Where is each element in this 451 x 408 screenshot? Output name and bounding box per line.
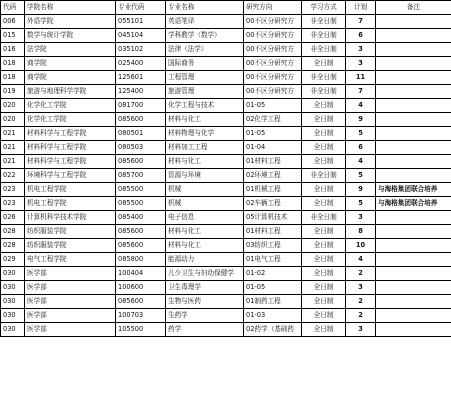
cell-direction: 01-04: [244, 141, 302, 155]
cell-plan: 5: [346, 197, 376, 211]
table-row: [1, 253, 451, 267]
cell-major: 儿少卫生与妇幼保健学: [166, 267, 244, 281]
cell-major-code: 085400: [116, 211, 166, 225]
cell-direction: 01-05: [244, 99, 302, 113]
cell-major-code: 100404: [116, 267, 166, 281]
cell-direction: 00不区分研究方: [244, 85, 302, 99]
cell-code: 023: [1, 183, 25, 197]
cell-school: 材料科学与工程学院: [25, 141, 116, 155]
cell-school: 材料科学与工程学院: [25, 127, 116, 141]
cell-major-code: 055101: [116, 15, 166, 29]
cell-mode: 全日制: [302, 253, 346, 267]
cell-code: 020: [1, 113, 25, 127]
cell-major-code: 080501: [116, 127, 166, 141]
cell-plan: 7: [346, 85, 376, 99]
cell-major: 国际商务: [166, 57, 244, 71]
cell-major: 卫生毒理学: [166, 281, 244, 295]
cell-mode: 全日制: [302, 197, 346, 211]
cell-plan: 7: [346, 15, 376, 29]
note-text: 与海格集团联合培养: [378, 185, 438, 193]
header-note: 备注: [376, 1, 451, 15]
cell-plan: 4: [346, 253, 376, 267]
cell-major: 学科教学（数学）: [166, 29, 244, 43]
cell-mode: 全日制: [302, 295, 346, 309]
cell-code: 020: [1, 99, 25, 113]
header-code: 代码: [1, 1, 25, 15]
cell-school: 环境科学与工程学院: [25, 169, 116, 183]
cell-school: 纺织服装学院: [25, 225, 116, 239]
cell-mode: 全日制: [302, 99, 346, 113]
cell-code: 029: [1, 253, 25, 267]
cell-plan: 3: [346, 281, 376, 295]
cell-major: 材料与化工: [166, 155, 244, 169]
cell-note: [376, 197, 451, 211]
cell-direction: 01机械工程: [244, 183, 302, 197]
cell-code: 030: [1, 267, 25, 281]
cell-plan: 11: [346, 71, 376, 85]
note-text: 与海格集团联合培养: [378, 199, 438, 207]
cell-major: 法律（法学）: [166, 43, 244, 57]
table-row: [1, 113, 451, 127]
cell-note: [376, 239, 451, 253]
cell-note: [376, 183, 451, 197]
cell-code: 016: [1, 43, 25, 57]
cell-major-code: 025400: [116, 57, 166, 71]
cell-major: 材料与化工: [166, 225, 244, 239]
cell-note: [376, 57, 451, 71]
cell-code: 022: [1, 169, 25, 183]
cell-plan: 6: [346, 29, 376, 43]
cell-direction: 01制药工程: [244, 295, 302, 309]
cell-direction: 00不区分研究方: [244, 43, 302, 57]
cell-major-code: 100600: [116, 281, 166, 295]
cell-plan: 5: [346, 169, 376, 183]
cell-code: 030: [1, 323, 25, 337]
header-school: 学院名称: [25, 1, 116, 15]
cell-mode: 全日制: [302, 155, 346, 169]
cell-plan: 3: [346, 57, 376, 71]
cell-direction: 01-05: [244, 127, 302, 141]
cell-plan: 10: [346, 239, 376, 253]
cell-major-code: 085500: [116, 183, 166, 197]
cell-mode: 全日制: [302, 57, 346, 71]
cell-school: 材料科学与工程学院: [25, 155, 116, 169]
cell-plan: 9: [346, 183, 376, 197]
cell-mode: 全日制: [302, 309, 346, 323]
cell-major: 药学: [166, 323, 244, 337]
cell-note: [376, 155, 451, 169]
cell-code: 030: [1, 309, 25, 323]
cell-major-code: 085700: [116, 169, 166, 183]
table-row: [1, 183, 451, 197]
cell-major-code: 085600: [116, 295, 166, 309]
cell-direction: 01-03: [244, 309, 302, 323]
cell-school: 机电工程学院: [25, 197, 116, 211]
cell-major: 能源动力: [166, 253, 244, 267]
cell-plan: 6: [346, 141, 376, 155]
cell-major-code: 125601: [116, 71, 166, 85]
cell-direction: 00不区分研究方: [244, 15, 302, 29]
cell-direction: 00不区分研究方: [244, 71, 302, 85]
table-row: [1, 85, 451, 99]
cell-mode: 全日制: [302, 127, 346, 141]
header-row: [1, 1, 451, 15]
table-row: [1, 295, 451, 309]
cell-direction: 00不区分研究方: [244, 57, 302, 71]
cell-plan: 9: [346, 113, 376, 127]
cell-major-code: 085600: [116, 113, 166, 127]
cell-mode: 非全日制: [302, 169, 346, 183]
cell-direction: 01电气工程: [244, 253, 302, 267]
cell-mode: 非全日制: [302, 29, 346, 43]
table-row: [1, 267, 451, 281]
table-row: [1, 15, 451, 29]
table-row: [1, 57, 451, 71]
table-row: [1, 239, 451, 253]
table-row: [1, 155, 451, 169]
cell-school: 化学化工学院: [25, 113, 116, 127]
cell-mode: 全日制: [302, 281, 346, 295]
cell-code: 030: [1, 295, 25, 309]
cell-major-code: 085600: [116, 239, 166, 253]
cell-mode: 全日制: [302, 113, 346, 127]
cell-note: [376, 99, 451, 113]
cell-direction: 02化学工程: [244, 113, 302, 127]
cell-mode: 非全日制: [302, 43, 346, 57]
cell-major-code: 085600: [116, 225, 166, 239]
cell-school: 医学部: [25, 323, 116, 337]
cell-direction: 02环境工程: [244, 169, 302, 183]
table-body: [1, 15, 451, 337]
cell-major-code: 125400: [116, 85, 166, 99]
cell-note: [376, 127, 451, 141]
cell-school: 法学院: [25, 43, 116, 57]
cell-code: 030: [1, 281, 25, 295]
cell-mode: 全日制: [302, 225, 346, 239]
cell-code: 028: [1, 225, 25, 239]
cell-major-code: 085800: [116, 253, 166, 267]
table-row: [1, 309, 451, 323]
cell-school: 数学与统计学院: [25, 29, 116, 43]
cell-code: 026: [1, 211, 25, 225]
cell-school: 化学化工学院: [25, 99, 116, 113]
cell-major: 机械: [166, 197, 244, 211]
cell-code: 015: [1, 29, 25, 43]
cell-code: 021: [1, 127, 25, 141]
cell-school: 电气工程学院: [25, 253, 116, 267]
table-row: [1, 323, 451, 337]
table-row: [1, 281, 451, 295]
cell-major: 化学工程与技术: [166, 99, 244, 113]
cell-plan: 8: [346, 225, 376, 239]
header-major: 专业名称: [166, 1, 244, 15]
header-major-code: 专业代码: [116, 1, 166, 15]
cell-code: 018: [1, 57, 25, 71]
table-row: [1, 29, 451, 43]
cell-mode: 非全日制: [302, 71, 346, 85]
cell-code: 023: [1, 197, 25, 211]
cell-note: [376, 253, 451, 267]
cell-plan: 4: [346, 99, 376, 113]
table-row: [1, 43, 451, 57]
cell-major: 材料与化工: [166, 113, 244, 127]
cell-note: [376, 267, 451, 281]
cell-code: 028: [1, 239, 25, 253]
cell-mode: 全日制: [302, 183, 346, 197]
cell-school: 外语学院: [25, 15, 116, 29]
cell-major: 生物与医药: [166, 295, 244, 309]
cell-major-code: 035102: [116, 43, 166, 57]
table-row: [1, 99, 451, 113]
cell-major: 材料物理与化学: [166, 127, 244, 141]
table-row: [1, 169, 451, 183]
cell-mode: 全日制: [302, 239, 346, 253]
table-row: [1, 127, 451, 141]
cell-plan: 4: [346, 155, 376, 169]
cell-direction: 01-05: [244, 281, 302, 295]
cell-code: 021: [1, 155, 25, 169]
cell-major-code: 105500: [116, 323, 166, 337]
table-row: [1, 71, 451, 85]
cell-major: 资源与环境: [166, 169, 244, 183]
cell-school: 医学部: [25, 267, 116, 281]
cell-school: 机电工程学院: [25, 183, 116, 197]
cell-code: 006: [1, 15, 25, 29]
cell-plan: 3: [346, 211, 376, 225]
cell-note: [376, 281, 451, 295]
cell-major: 旅游管理: [166, 85, 244, 99]
header-mode: 学习方式: [302, 1, 346, 15]
cell-plan: 2: [346, 309, 376, 323]
cell-note: [376, 225, 451, 239]
cell-code: 019: [1, 85, 25, 99]
cell-direction: 01材料工程: [244, 225, 302, 239]
cell-school: 医学部: [25, 309, 116, 323]
cell-major: 机械: [166, 183, 244, 197]
cell-direction: 00不区分研究方: [244, 29, 302, 43]
header-direction: 研究方向: [244, 1, 302, 15]
table-row: [1, 141, 451, 155]
cell-major: 材料与化工: [166, 239, 244, 253]
cell-plan: 3: [346, 323, 376, 337]
cell-major-code: 045104: [116, 29, 166, 43]
cell-note: [376, 29, 451, 43]
cell-major-code: 085500: [116, 197, 166, 211]
cell-major-code: 080503: [116, 141, 166, 155]
cell-major: 电子信息: [166, 211, 244, 225]
cell-note: [376, 169, 451, 183]
cell-plan: 2: [346, 295, 376, 309]
cell-school: 计算机科学技术学院: [25, 211, 116, 225]
cell-major-code: 085600: [116, 155, 166, 169]
cell-school: 商学院: [25, 71, 116, 85]
cell-note: [376, 141, 451, 155]
cell-plan: 5: [346, 127, 376, 141]
cell-note: [376, 211, 451, 225]
cell-plan: 2: [346, 267, 376, 281]
cell-mode: 非全日制: [302, 15, 346, 29]
cell-direction: 01-02: [244, 267, 302, 281]
cell-mode: 全日制: [302, 141, 346, 155]
cell-school: 商学院: [25, 57, 116, 71]
cell-direction: 01材料工程: [244, 155, 302, 169]
cell-school: 医学部: [25, 281, 116, 295]
cell-code: 018: [1, 71, 25, 85]
cell-note: [376, 15, 451, 29]
cell-school: 旅游与地理科学学院: [25, 85, 116, 99]
cell-mode: 非全日制: [302, 85, 346, 99]
cell-major: 材料加工工程: [166, 141, 244, 155]
cell-mode: 全日制: [302, 323, 346, 337]
table-row: [1, 197, 451, 211]
cell-note: [376, 113, 451, 127]
cell-mode: 非全日制: [302, 211, 346, 225]
cell-school: 医学部: [25, 295, 116, 309]
cell-note: [376, 323, 451, 337]
cell-major-code: 100703: [116, 309, 166, 323]
cell-direction: 03纺织工程: [244, 239, 302, 253]
cell-note: [376, 71, 451, 85]
cell-major: 工程管理: [166, 71, 244, 85]
cell-direction: 05计算机技术: [244, 211, 302, 225]
cell-major-code: 081700: [116, 99, 166, 113]
cell-note: [376, 295, 451, 309]
cell-major: 生药学: [166, 309, 244, 323]
cell-plan: 3: [346, 43, 376, 57]
header-plan: 计划: [346, 1, 376, 15]
cell-direction: 02车辆工程: [244, 197, 302, 211]
cell-major: 英语笔译: [166, 15, 244, 29]
cell-mode: 全日制: [302, 267, 346, 281]
cell-note: [376, 85, 451, 99]
table-row: [1, 225, 451, 239]
table-row: [1, 211, 451, 225]
cell-code: 021: [1, 141, 25, 155]
cell-school: 纺织服装学院: [25, 239, 116, 253]
cell-note: [376, 309, 451, 323]
cell-note: [376, 43, 451, 57]
cell-direction: 02药学（基础药: [244, 323, 302, 337]
